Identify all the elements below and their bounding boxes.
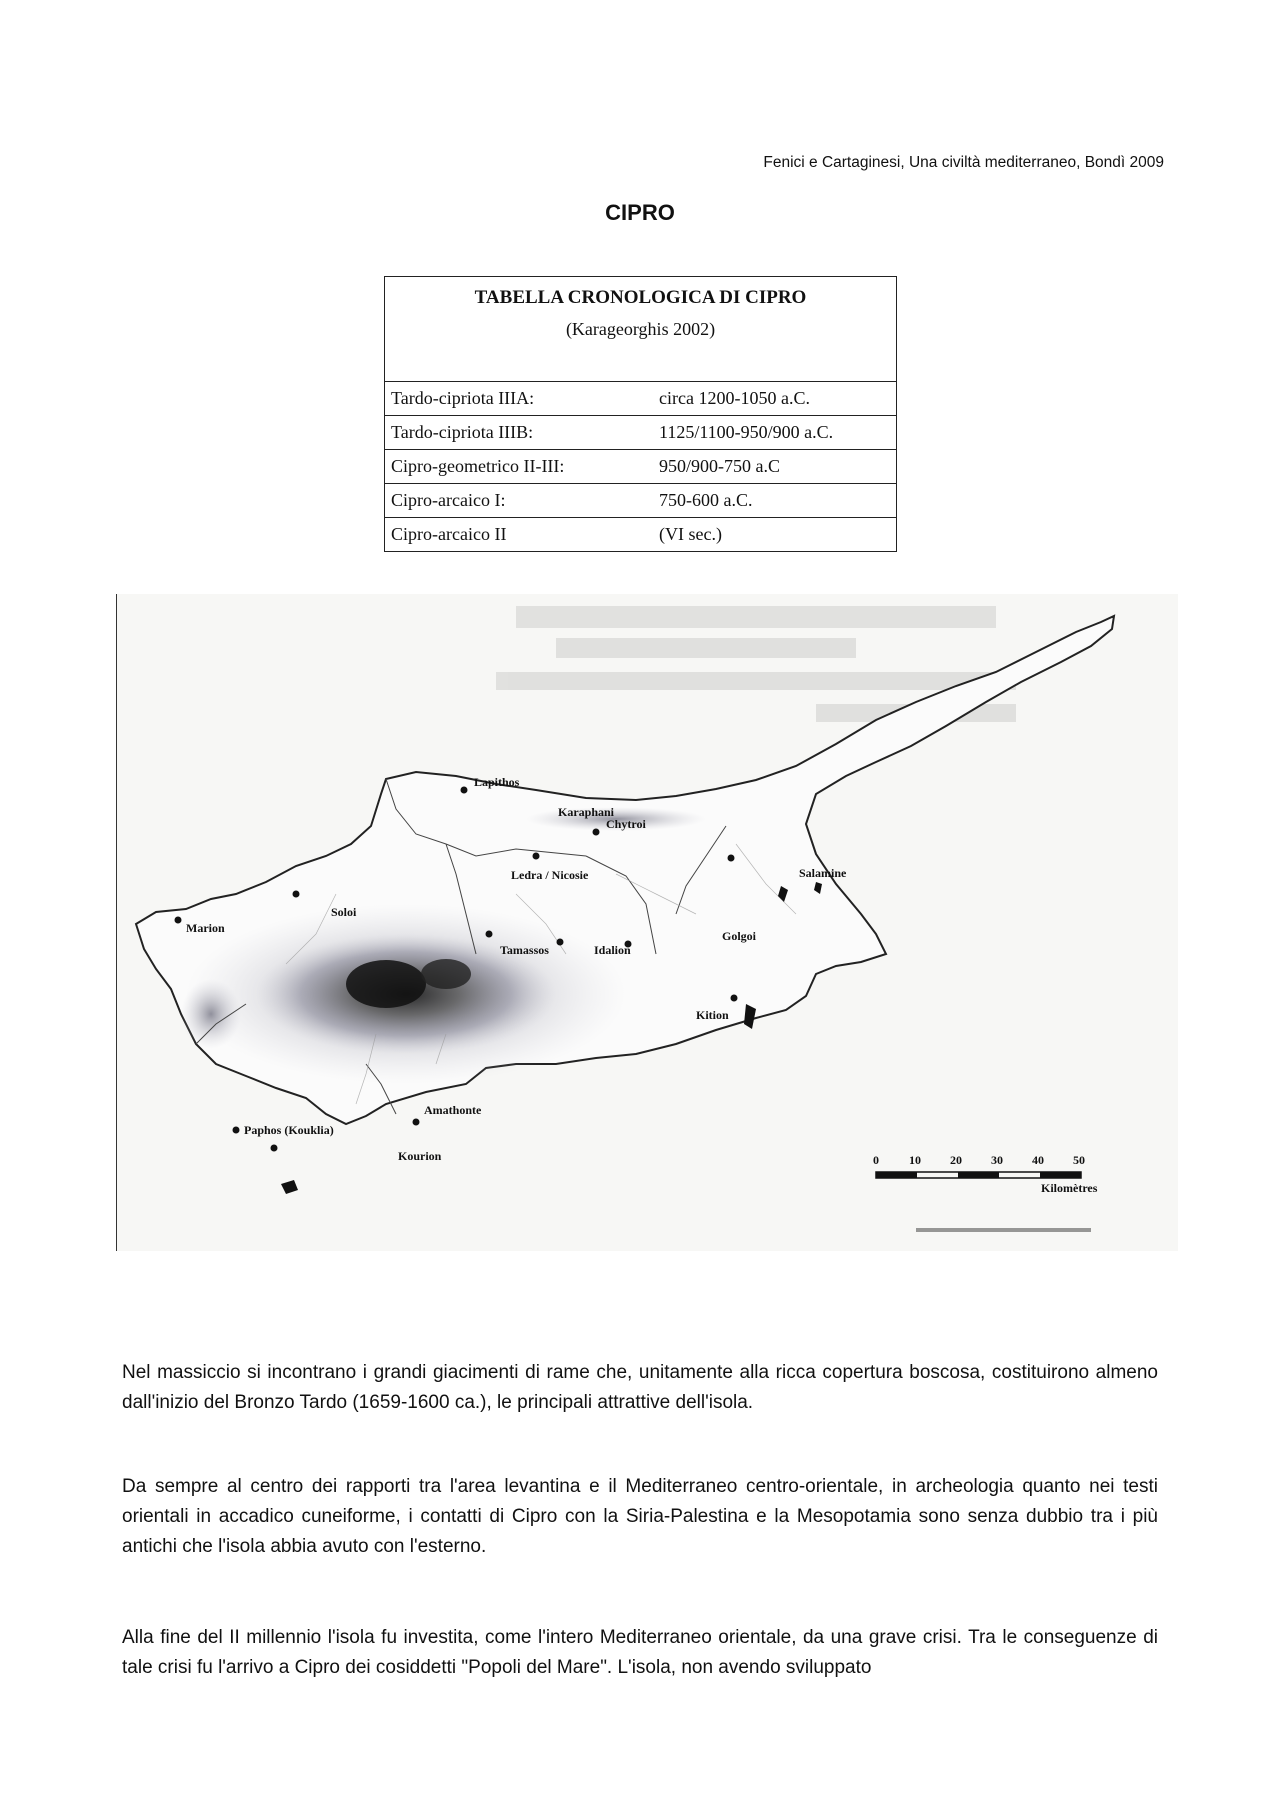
akamas-hills	[181, 979, 241, 1049]
city-dot	[731, 995, 738, 1002]
scale-tick-label: 30	[991, 1153, 1003, 1167]
scale-segment	[876, 1172, 917, 1178]
city-dot	[557, 939, 564, 946]
scale-tick-label: 10	[909, 1153, 921, 1167]
date-cell: 950/900-750 a.C	[653, 450, 897, 484]
paragraph: Alla fine del II millennio l'isola fu investita, come l'intero Mediterraneo orientale, da una grave crisi. Tra le conseguenze di tale crisi fu l'arrivo a Cipro dei cosiddetti "Popoli del Mare". L'isola, non avendo sviluppato	[122, 1627, 1158, 1678]
city-dot	[271, 1145, 278, 1152]
city-label: Ledra / Nicosie	[511, 868, 589, 882]
city-label: Golgoi	[722, 929, 757, 943]
date-cell: (VI sec.)	[653, 518, 897, 552]
period-cell: Tardo-cipriota IIIB:	[385, 416, 654, 450]
chronology-table	[384, 276, 897, 552]
period-cell: Cipro-arcaico I:	[385, 484, 654, 518]
cyprus-map	[116, 594, 1178, 1251]
period-cell: Cipro-geometrico II-III:	[385, 450, 654, 484]
city-label: Kition	[696, 1008, 729, 1022]
table-row	[385, 416, 897, 450]
date-cell: 1125/1100-950/900 a.C.	[653, 416, 897, 450]
city-dot	[728, 855, 735, 862]
table-row	[385, 518, 897, 552]
paragraph: Da sempre al centro dei rapporti tra l'area levantina e il Mediterraneo centro-orientale, in archeologia quanto nei testi orientali in accadico cuneiforme, i contatti di Cipro con la Siria-Palestina e la Mesopotamia sono senza dubbio tra i più antichi che l'isola abbia avuto con l'esterno.	[122, 1476, 1158, 1557]
table-title: TABELLA CRONOLOGICA DI CIPRO	[474, 287, 807, 308]
period-cell: Cipro-arcaico II	[385, 518, 654, 552]
scale-tick-label: 0	[873, 1153, 879, 1167]
city-label: Karaphani	[558, 805, 615, 819]
map-credit	[916, 1228, 1091, 1232]
city-label: Idalion	[594, 943, 631, 957]
table-row	[385, 450, 897, 484]
city-dot	[233, 1127, 240, 1134]
city-dot	[486, 931, 493, 938]
city-label: Amathonte	[424, 1103, 482, 1117]
date-cell: circa 1200-1050 a.C.	[653, 382, 897, 416]
scale-tick-label: 20	[950, 1153, 962, 1167]
city-dot	[413, 1119, 420, 1126]
scale-segment	[1040, 1172, 1081, 1178]
period-cell: Tardo-cipriota IIIA:	[385, 382, 654, 416]
city-label: Kourion	[398, 1149, 442, 1163]
scale-tick-label: 50	[1073, 1153, 1085, 1167]
city-dot	[293, 891, 300, 898]
table-row	[385, 484, 897, 518]
source-reference: Fenici e Cartaginesi, Una civiltà mediterraneo, Bondì 2009	[763, 154, 1164, 171]
scale-tick-label: 40	[1032, 1153, 1044, 1167]
scale-unit-label: Kilomètres	[1041, 1181, 1098, 1195]
city-dot	[175, 917, 182, 924]
city-label: Paphos (Kouklia)	[244, 1123, 334, 1137]
city-label: Lapithos	[474, 775, 520, 789]
table-subtitle: (Karageorghis 2002)	[565, 319, 716, 339]
table-header	[385, 277, 897, 382]
city-label: Tamassos	[500, 943, 549, 957]
city-label: Salamine	[799, 866, 847, 880]
paragraph: Nel massiccio si incontrano i grandi giacimenti di rame che, unitamente alla ricca copertura boscosa, costituirono almeno dall'inizio del Bronzo Tardo (1659-1600 ca.), le principali attrattive dell'isola.	[122, 1362, 1158, 1413]
scale-segment	[958, 1172, 999, 1178]
page-title: CIPRO	[605, 200, 675, 225]
date-cell: 750-600 a.C.	[653, 484, 897, 518]
troodos-peak	[346, 960, 426, 1008]
table-row	[385, 382, 897, 416]
city-dot	[461, 787, 468, 794]
city-dot	[593, 829, 600, 836]
city-dot	[533, 853, 540, 860]
troodos-peak	[421, 959, 471, 989]
city-label: Marion	[186, 921, 225, 935]
city-label: Soloi	[331, 905, 357, 919]
cyprus-map-svg	[116, 594, 1178, 1251]
city-label: Chytroi	[606, 817, 646, 831]
